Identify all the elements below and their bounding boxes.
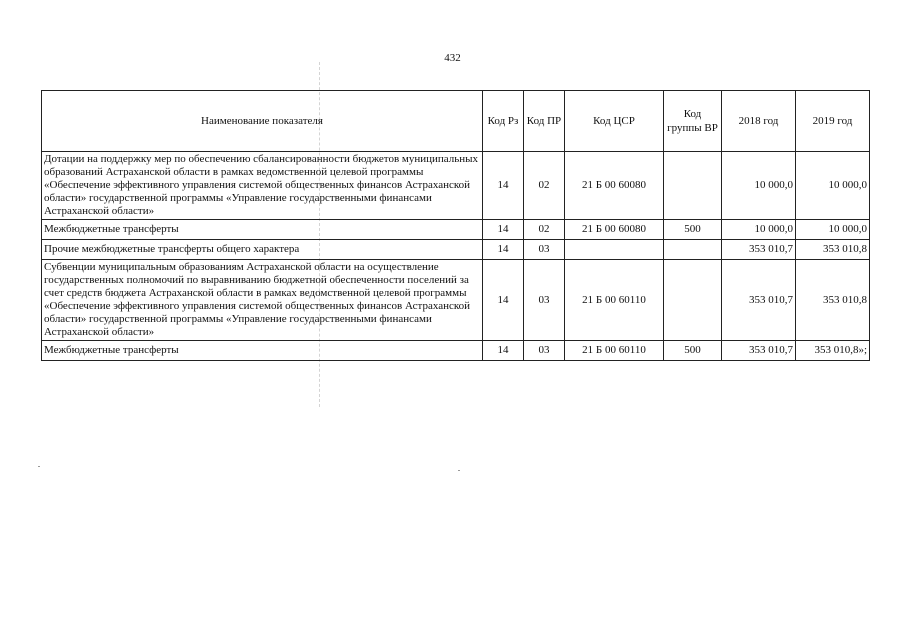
table-row: [42, 152, 870, 220]
header-name: Наименование показателя: [42, 91, 483, 152]
row-pr: 02: [524, 220, 565, 240]
header-code-csr: Код ЦСР: [565, 91, 664, 152]
page-number: 432: [444, 52, 461, 64]
header-2018: 2018 год: [722, 91, 796, 152]
budget-table: [41, 90, 870, 361]
row-2019: 353 010,8: [796, 260, 870, 341]
row-csr: 21 Б 00 60080: [565, 152, 664, 220]
table-row: [42, 240, 870, 260]
row-pr: 03: [524, 341, 565, 361]
row-pr: 02: [524, 152, 565, 220]
row-2019: 353 010,8: [796, 240, 870, 260]
header-code-rz: Код Рз: [483, 91, 524, 152]
header-2019: 2019 год: [796, 91, 870, 152]
header-code-pr: Код ПР: [524, 91, 565, 152]
header-code-vr: Код группы ВР: [664, 91, 722, 152]
row-name: Дотации на поддержку мер по обеспечению сбалансированности бюджетов муниципальных образований Астраханской области в рамках ведомственной целевой программы «Обеспечение эффективного управления системой общественных финансов Астраханской области» государственной программы «Управление государственными финансами Астраханской области»: [42, 152, 483, 220]
row-csr: [565, 240, 664, 260]
row-vr: [664, 240, 722, 260]
row-vr: [664, 260, 722, 341]
row-2018: 10 000,0: [722, 220, 796, 240]
row-name: Межбюджетные трансферты: [42, 341, 483, 361]
row-rz: 14: [483, 152, 524, 220]
row-pr: 03: [524, 260, 565, 341]
row-2019: 10 000,0: [796, 220, 870, 240]
row-vr: [664, 152, 722, 220]
row-name: Межбюджетные трансферты: [42, 220, 483, 240]
row-2019: 10 000,0: [796, 152, 870, 220]
row-pr: 03: [524, 240, 565, 260]
row-name: Прочие межбюджетные трансферты общего характера: [42, 240, 483, 260]
table-row: [42, 341, 870, 361]
row-rz: 14: [483, 260, 524, 341]
row-2018: 353 010,7: [722, 240, 796, 260]
table-row: [42, 220, 870, 240]
row-rz: 14: [483, 240, 524, 260]
row-name: Субвенции муниципальным образованиям Астраханской области на осуществление государственных полномочий по выравниванию бюджетной обеспеченности поселений за счет средств бюджета Астраханской области в рамках ведомственной целевой программы «Обеспечение эффективного управления системой общественных финансов Астраханской области» государственной программы «Управление государственными финансами Астраханской области»: [42, 260, 483, 341]
row-2019: 353 010,8»;: [796, 341, 870, 361]
row-csr: 21 Б 00 60110: [565, 341, 664, 361]
row-2018: 353 010,7: [722, 260, 796, 341]
row-csr: 21 Б 00 60110: [565, 260, 664, 341]
row-2018: 353 010,7: [722, 341, 796, 361]
scan-speck: [38, 466, 40, 467]
row-rz: 14: [483, 220, 524, 240]
table-row: [42, 260, 870, 341]
table-header-row: [42, 91, 870, 152]
row-vr: 500: [664, 341, 722, 361]
row-rz: 14: [483, 341, 524, 361]
row-2018: 10 000,0: [722, 152, 796, 220]
scan-speck: [458, 470, 460, 471]
row-vr: 500: [664, 220, 722, 240]
row-csr: 21 Б 00 60080: [565, 220, 664, 240]
